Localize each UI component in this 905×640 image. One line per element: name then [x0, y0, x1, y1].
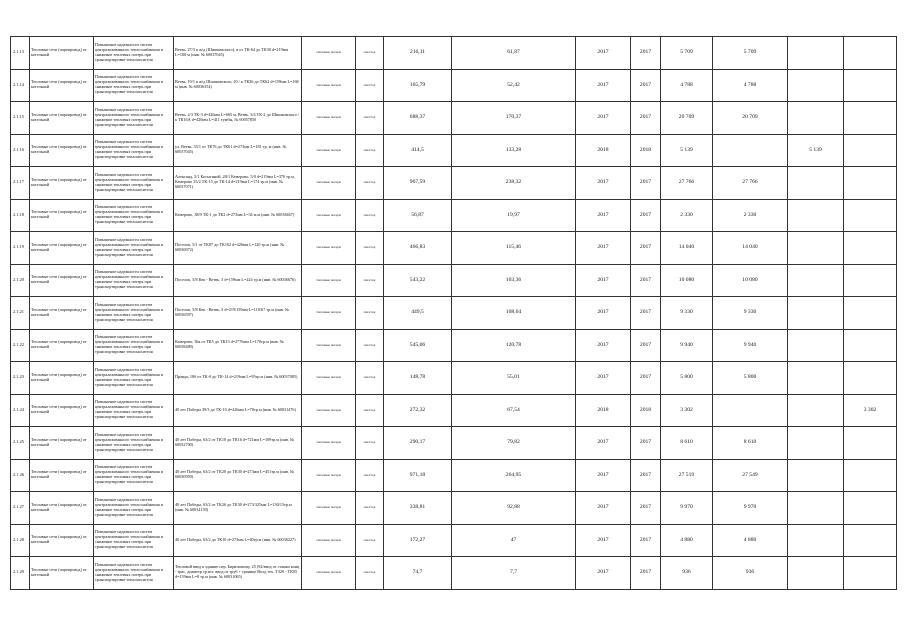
cell-id: 2.1.22 [11, 329, 30, 362]
cell-y2018 [788, 102, 844, 135]
cell-category: тепловые потери [302, 232, 356, 265]
cell-y2019 [844, 102, 897, 135]
cell-y2018 [788, 329, 844, 362]
cell-end: 2017 [631, 102, 661, 135]
cell-unit: гкал/год [356, 394, 384, 427]
cell-start: 2017 [576, 459, 631, 492]
cell-type: Тепловые сети (паропровод) от котельной [30, 329, 94, 362]
cell-total: 9 330 [661, 297, 713, 330]
cell-type: Тепловые сети (паропровод) от котельной [30, 524, 94, 557]
cell-y2018 [788, 557, 844, 590]
table-row [11, 264, 897, 297]
cell-id: 2.1.15 [11, 102, 30, 135]
cell-v1: 543,22 [384, 264, 452, 297]
cell-desc: 40 лет Победы, 63/2 до ТК10 d=273мм L=40тр.м (инв. № 60036227) [174, 524, 302, 557]
cell-v2: 55,01 [452, 362, 576, 395]
cell-desc: Ветвь, 2/3 ТК-3 d=426мм L=665 м, Ветвь, 3/4 ТК-2 до Шишковского / к ТК16А d=426мм L=411 тумбы, № 60057850 [174, 102, 302, 135]
table-row [11, 492, 897, 525]
cell-y2017: 8 610 [713, 427, 788, 460]
cell-y2019 [844, 134, 897, 167]
cell-start: 2017 [576, 264, 631, 297]
cell-category: тепловые потери [302, 492, 356, 525]
table-row [11, 199, 897, 232]
cell-start: 2017 [576, 232, 631, 265]
cell-id: 2.1.29 [11, 557, 30, 590]
table-row [11, 69, 897, 102]
cell-v1: 216,11 [384, 37, 452, 70]
cell-v2: 7,7 [452, 557, 576, 590]
cell-y2017: 5 709 [713, 37, 788, 70]
cell-unit: гкал/год [356, 427, 384, 460]
cell-v1: 74,7 [384, 557, 452, 590]
cell-start: 2017 [576, 557, 631, 590]
cell-goal: Повышение надежности систем централизованного теплоснабжения и снижение тепловых потерь при транспортировке теплоносителя [94, 362, 174, 395]
cell-y2017: 5 800 [713, 362, 788, 395]
cell-desc: Правда, 18б от ТК-0 до ТК-14 d=219мм L=95тр.м (инв. № 60037085) [174, 362, 302, 395]
cell-category: тепловые потери [302, 102, 356, 135]
cell-type: Тепловые сети (паропровод) от котельной [30, 459, 94, 492]
cell-v2: 103,36 [452, 264, 576, 297]
cell-category: тепловые потери [302, 427, 356, 460]
cell-y2017: 20 709 [713, 102, 788, 135]
cell-y2019 [844, 557, 897, 590]
cell-total: 5 709 [661, 37, 713, 70]
cell-total: 27 519 [661, 459, 713, 492]
cell-desc: Кемерово, 36а от ТК5 до ТК13 d=2*76мм L=170тр.м (инв. № 60038489) [174, 329, 302, 362]
cell-y2017: 9 330 [713, 297, 788, 330]
cell-type: Тепловые сети (паропровод) от котельной [30, 102, 94, 135]
cell-v1: 449,5 [384, 297, 452, 330]
cell-type: Тепловые сети (паропровод) от котельной [30, 167, 94, 200]
cell-y2017: 936 [713, 557, 788, 590]
table-row [11, 557, 897, 590]
cell-start: 2017 [576, 167, 631, 200]
cell-goal: Повышение надежности систем централизованного теплоснабжения и снижение тепловых потерь при транспортировке теплоносителя [94, 459, 174, 492]
cell-y2018 [788, 199, 844, 232]
cell-category: тепловые потери [302, 297, 356, 330]
cell-y2017: 14 040 [713, 232, 788, 265]
cell-end: 2017 [631, 232, 661, 265]
cell-v2: 61,87 [452, 37, 576, 70]
cell-total: 14 040 [661, 232, 713, 265]
table-row [11, 427, 897, 460]
cell-end: 2017 [631, 492, 661, 525]
cell-unit: гкал/год [356, 37, 384, 70]
cell-y2017: 4 880 [713, 524, 788, 557]
cell-y2019 [844, 264, 897, 297]
cell-v1: 466,83 [384, 232, 452, 265]
cell-v2: 47 [452, 524, 576, 557]
cell-goal: Повышение надежности систем централизованного теплоснабжения и снижение тепловых потерь при транспортировке теплоносителя [94, 329, 174, 362]
cell-end: 2017 [631, 557, 661, 590]
cell-y2017: 27 549 [713, 459, 788, 492]
cell-y2017: 9 970 [713, 492, 788, 525]
cell-type: Тепловые сети (паропровод) от котельной [30, 37, 94, 70]
cell-start: 2017 [576, 524, 631, 557]
cell-total: 5 139 [661, 134, 713, 167]
cell-id: 2.1.28 [11, 524, 30, 557]
cell-unit: гкал/год [356, 329, 384, 362]
cell-category: тепловые потери [302, 459, 356, 492]
cell-id: 2.1.23 [11, 362, 30, 395]
cell-goal: Повышение надежности систем централизованного теплоснабжения и снижение тепловых потерь при транспортировке теплоносителя [94, 297, 174, 330]
cell-type: Тепловые сети (паропровод) от котельной [30, 362, 94, 395]
cell-y2018 [788, 492, 844, 525]
cell-end: 2017 [631, 37, 661, 70]
cell-y2019: 3 302 [844, 394, 897, 427]
cell-y2019 [844, 167, 897, 200]
table-row [11, 37, 897, 70]
cell-y2018 [788, 459, 844, 492]
cell-y2018 [788, 362, 844, 395]
cell-y2019 [844, 37, 897, 70]
table-row [11, 167, 897, 200]
cell-y2019 [844, 427, 897, 460]
cell-total: 4 788 [661, 69, 713, 102]
cell-total: 27 766 [661, 167, 713, 200]
cell-y2019 [844, 492, 897, 525]
cell-unit: гкал/год [356, 557, 384, 590]
cell-end: 2018 [631, 394, 661, 427]
cell-desc: Ветвь, 19/1 к ж/д Шишковского, 20 / к ТК36 до ТК62 d=159мм L=168 м (инв. № 60036354) [174, 69, 302, 102]
cell-goal: Повышение надежности систем централизованного теплоснабжения и снижение тепловых потерь при транспортировке теплоносителя [94, 394, 174, 427]
table-row [11, 329, 897, 362]
cell-end: 2017 [631, 329, 661, 362]
cell-y2018 [788, 37, 844, 70]
cell-y2019 [844, 459, 897, 492]
cell-category: тепловые потери [302, 524, 356, 557]
cell-start: 2017 [576, 329, 631, 362]
cell-desc: Ветвь, 27/3 к ж/д (Шишковского), в от ТК-64 до ТК30 d=219мм L=100 м (инв. № 60037045) [174, 37, 302, 70]
table-row [11, 134, 897, 167]
cell-start: 2018 [576, 394, 631, 427]
cell-y2018 [788, 297, 844, 330]
cell-unit: гкал/год [356, 232, 384, 265]
cell-end: 2017 [631, 297, 661, 330]
cell-id: 2.1.17 [11, 167, 30, 200]
cell-goal: Повышение надежности систем централизованного теплоснабжения и снижение тепловых потерь при транспортировке теплоносителя [94, 492, 174, 525]
cell-id: 2.1.18 [11, 199, 30, 232]
cell-v2: 52,42 [452, 69, 576, 102]
cell-category: тепловые потери [302, 69, 356, 102]
cell-v1: 290,17 [384, 427, 452, 460]
cell-v1: 338,81 [384, 492, 452, 525]
table-row [11, 394, 897, 427]
cell-unit: гкал/год [356, 264, 384, 297]
cell-category: тепловые потери [302, 362, 356, 395]
cell-end: 2017 [631, 524, 661, 557]
cell-type: Тепловые сети (паропровод) от котельной [30, 264, 94, 297]
cell-goal: Повышение надежности систем централизованного теплоснабжения и снижение тепловых потерь при транспортировке теплоносителя [94, 232, 174, 265]
cell-category: тепловые потери [302, 167, 356, 200]
cell-desc: Поселок, 5/8 Кек - Ветвь, 3 d=159мм L=224 тр.м (инв. № 60036676) [174, 264, 302, 297]
cell-category: тепловые потери [302, 134, 356, 167]
cell-y2018 [788, 524, 844, 557]
cell-id: 2.1.19 [11, 232, 30, 265]
cell-end: 2017 [631, 459, 661, 492]
cell-category: тепловые потери [302, 557, 356, 590]
cell-y2018 [788, 232, 844, 265]
cell-y2017: 27 766 [713, 167, 788, 200]
cell-type: Тепловые сети (паропровод) от котельной [30, 134, 94, 167]
cell-v2: 92,88 [452, 492, 576, 525]
table-row [11, 232, 897, 265]
cell-start: 2017 [576, 492, 631, 525]
cell-y2019 [844, 524, 897, 557]
cell-goal: Повышение надежности систем централизованного теплоснабжения и снижение тепловых потерь при транспортировке теплоносителя [94, 524, 174, 557]
cell-unit: гкал/год [356, 167, 384, 200]
cell-desc: Поселок, 5/1 от ТК87 до ТК102 d=426мм L=120 тр.м (инв. № 60036972) [174, 232, 302, 265]
cell-desc: Александ, 5/1 Косыгиной, 20/1 Кемерово, 5/0 d=219мм L=370 тр.м, Кемерово 35/2 ТК-15 до ТК-14 d=219мм L=174 тр.м (инв. № 60037071) [174, 167, 302, 200]
cell-v1: 56,87 [384, 199, 452, 232]
cell-goal: Повышение надежности систем централизованного теплоснабжения и снижение тепловых потерь при транспортировке теплоносителя [94, 102, 174, 135]
cell-end: 2017 [631, 69, 661, 102]
cell-desc: Кемерово, 38/9 ТК-1 до ТК2 d=273мм L=34 м.м (инв. № 60038467) [174, 199, 302, 232]
cell-v1: 545,06 [384, 329, 452, 362]
cell-type: Тепловые сети (паропровод) от котельной [30, 232, 94, 265]
cell-unit: гкал/год [356, 492, 384, 525]
cell-total: 3 302 [661, 394, 713, 427]
cell-goal: Повышение надежности систем централизованного теплоснабжения и снижение тепловых потерь при транспортировке теплоносителя [94, 427, 174, 460]
cell-goal: Повышение надежности систем централизованного теплоснабжения и снижение тепловых потерь при транспортировке теплоносителя [94, 37, 174, 70]
cell-goal: Повышение надежности систем централизованного теплоснабжения и снижение тепловых потерь при транспортировке теплоносителя [94, 134, 174, 167]
cell-desc: Тепловой ввод к зданию пер. Бирюзовому, 25 (92/ввод от станки конц - трас. диаметр тр.вст. ввод от труб + границе Волд тех. ТЗ20 - ТК05 d=159мм L=8 тр.м (инв. № 60031065) [174, 557, 302, 590]
cell-unit: гкал/год [356, 524, 384, 557]
cell-y2018 [788, 427, 844, 460]
cell-start: 2018 [576, 134, 631, 167]
cell-desc: ул. Ветвь, 35/1 от ТК76 до ТК61 d=273мм L=181 тр. м (инв. № 60037045) [174, 134, 302, 167]
cell-total: 936 [661, 557, 713, 590]
cell-y2018 [788, 264, 844, 297]
cell-y2019 [844, 69, 897, 102]
cell-v2: 79,82 [452, 427, 576, 460]
cell-v2: 170,37 [452, 102, 576, 135]
cell-start: 2017 [576, 199, 631, 232]
cell-total: 5 800 [661, 362, 713, 395]
investment-program-table [10, 36, 897, 590]
cell-category: тепловые потери [302, 37, 356, 70]
cell-desc: 40 лет Победы, 63/2 от ТК20 до ТК30 d=273мм L=451тр.м (инв. № 60030950) [174, 459, 302, 492]
cell-total: 2 330 [661, 199, 713, 232]
cell-total: 20 709 [661, 102, 713, 135]
cell-type: Тепловые сети (паропровод) от котельной [30, 69, 94, 102]
cell-y2019 [844, 232, 897, 265]
cell-v1: 148,78 [384, 362, 452, 395]
table-body [11, 37, 897, 590]
cell-total: 9 970 [661, 492, 713, 525]
cell-type: Тепловые сети (паропровод) от котельной [30, 557, 94, 590]
table-row [11, 459, 897, 492]
cell-y2017 [713, 134, 788, 167]
cell-desc: 40 лет Победы, 63/2 от ТК26 до ТК30 d=273/325мм L=130/13тр.м (инв. № 60034139) [174, 492, 302, 525]
cell-type: Тепловые сети (паропровод) от котельной [30, 492, 94, 525]
cell-y2017: 10 080 [713, 264, 788, 297]
cell-start: 2017 [576, 362, 631, 395]
cell-v1: 967,59 [384, 167, 452, 200]
cell-v1: 272,32 [384, 394, 452, 427]
cell-start: 2017 [576, 37, 631, 70]
cell-start: 2017 [576, 297, 631, 330]
table-row [11, 297, 897, 330]
cell-unit: гкал/год [356, 459, 384, 492]
cell-v1: 688,37 [384, 102, 452, 135]
cell-id: 2.1.24 [11, 394, 30, 427]
cell-unit: гкал/год [356, 134, 384, 167]
cell-v2: 108,64 [452, 297, 576, 330]
cell-goal: Повышение надежности систем централизованного теплоснабжения и снижение тепловых потерь при транспортировке теплоносителя [94, 69, 174, 102]
cell-total: 4 880 [661, 524, 713, 557]
cell-v2: 67,54 [452, 394, 576, 427]
cell-id: 2.1.20 [11, 264, 30, 297]
cell-id: 2.1.26 [11, 459, 30, 492]
cell-type: Тепловые сети (паропровод) от котельной [30, 199, 94, 232]
cell-y2018: 5 139 [788, 134, 844, 167]
table-row [11, 102, 897, 135]
cell-category: тепловые потери [302, 394, 356, 427]
cell-y2017: 4 788 [713, 69, 788, 102]
cell-start: 2017 [576, 69, 631, 102]
cell-type: Тепловые сети (паропровод) от котельной [30, 427, 94, 460]
cell-id: 2.1.27 [11, 492, 30, 525]
cell-v1: 414,5 [384, 134, 452, 167]
cell-v1: 971,18 [384, 459, 452, 492]
cell-end: 2017 [631, 167, 661, 200]
cell-v2: 120,78 [452, 329, 576, 362]
cell-v2: 19,97 [452, 199, 576, 232]
cell-y2017: 9 940 [713, 329, 788, 362]
cell-y2018 [788, 394, 844, 427]
cell-unit: гкал/год [356, 102, 384, 135]
table-row [11, 362, 897, 395]
cell-category: тепловые потери [302, 329, 356, 362]
cell-end: 2018 [631, 134, 661, 167]
cell-total: 8 610 [661, 427, 713, 460]
cell-v2: 238,32 [452, 167, 576, 200]
cell-id: 2.1.14 [11, 69, 30, 102]
cell-y2019 [844, 362, 897, 395]
cell-end: 2017 [631, 427, 661, 460]
cell-y2019 [844, 199, 897, 232]
cell-total: 10 080 [661, 264, 713, 297]
cell-v1: 172,27 [384, 524, 452, 557]
cell-goal: Повышение надежности систем централизованного теплоснабжения и снижение тепловых потерь при транспортировке теплоносителя [94, 199, 174, 232]
cell-desc: 40 лет Победы, 63/2 от ТК10 до ТК16 d=721мм L=109тр.м (инв. № 60032700) [174, 427, 302, 460]
cell-end: 2017 [631, 362, 661, 395]
cell-id: 2.1.21 [11, 297, 30, 330]
cell-y2019 [844, 297, 897, 330]
cell-id: 2.1.16 [11, 134, 30, 167]
cell-start: 2017 [576, 427, 631, 460]
cell-end: 2017 [631, 264, 661, 297]
cell-goal: Повышение надежности систем централизованного теплоснабжения и снижение тепловых потерь при транспортировке теплоносителя [94, 557, 174, 590]
cell-category: тепловые потери [302, 199, 356, 232]
cell-unit: гкал/год [356, 362, 384, 395]
cell-unit: гкал/год [356, 199, 384, 232]
cell-goal: Повышение надежности систем централизованного теплоснабжения и снижение тепловых потерь при транспортировке теплоносителя [94, 167, 174, 200]
cell-type: Тепловые сети (паропровод) от котельной [30, 297, 94, 330]
cell-y2018 [788, 167, 844, 200]
cell-desc: Поселок, 5/8 Кек - Ветвь, 3 d=219/159мм L=110/67 тр.м (инв. № 60036597) [174, 297, 302, 330]
cell-total: 9 940 [661, 329, 713, 362]
cell-desc: 40 лет Победы 39/3 до ТК-10 d=426мм L=70тр.м (инв. № 60031476) [174, 394, 302, 427]
cell-unit: гкал/год [356, 69, 384, 102]
cell-y2017 [713, 394, 788, 427]
cell-type: Тепловые сети (паропровод) от котельной [30, 394, 94, 427]
cell-y2019 [844, 329, 897, 362]
cell-category: тепловые потери [302, 264, 356, 297]
cell-id: 2.1.13 [11, 37, 30, 70]
cell-v2: 115,46 [452, 232, 576, 265]
cell-y2018 [788, 69, 844, 102]
cell-goal: Повышение надежности систем централизованного теплоснабжения и снижение тепловых потерь при транспортировке теплоносителя [94, 264, 174, 297]
cell-v2: 133,28 [452, 134, 576, 167]
cell-id: 2.1.25 [11, 427, 30, 460]
cell-unit: гкал/год [356, 297, 384, 330]
cell-y2017: 2 330 [713, 199, 788, 232]
table-row [11, 524, 897, 557]
cell-start: 2017 [576, 102, 631, 135]
cell-end: 2017 [631, 199, 661, 232]
cell-v1: 165,79 [384, 69, 452, 102]
cell-v2: 264,95 [452, 459, 576, 492]
